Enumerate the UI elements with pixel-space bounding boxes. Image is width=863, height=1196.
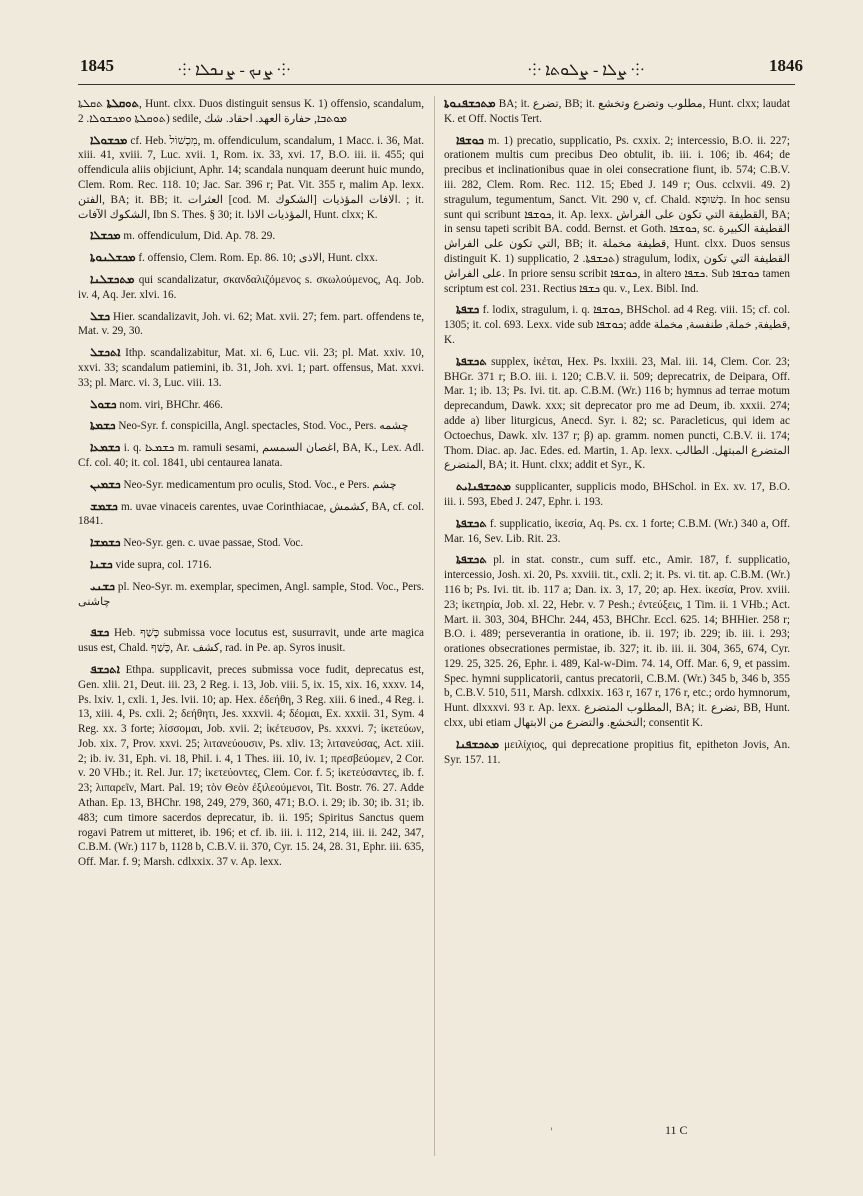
dictionary-entry	[78, 625, 424, 656]
header-rule	[78, 84, 795, 85]
entry-text: vide supra, col. 1716.	[115, 558, 212, 571]
dictionary-entry	[78, 662, 424, 870]
entry-headword: ܡܬܟܫܠܢܐ	[90, 271, 135, 286]
left-column	[78, 96, 424, 1166]
dictionary-entry	[78, 309, 424, 340]
entry-text: pl. in stat. constr., cum suff. etc., Amir. 187, f. supplicatio, intercessio, Josh. xi. 20, Ps. xxviii. tit., cxli. 2; it. Ps. vi. tit. ap. C.B.M. (Wr.) 116 b; Ps. Ivi. tit. ib. 117 a; Dan. ix. 3, 17, 20; ap. Hex. ἱκεσία, Prov. xviii. 23; ἱκετηρία, Job. xl. 22, Hebr. v. 7 Pesh.; ἐντεύξεις, 1 Tim. ii. 1 VHb.; Act. Mart. ii. 303, 304, BHChr. 244, 453, BHChr. Eccl. 625. 14; BHHier. 258 r; B.O. i. 489; perseverantia in oratione, ib. ii. 197; ib. 229; ib. iii. i. 293; orationes obsecrationes permistae, ib. 327; it. ib. iii. ii. 304, 365, 674, Cyr. 129. 25, 325. 26, Ephr. i. 489, Kal-w-Dim. 74. 14, Off. Mar. 6, 9, et passim. Spec. hymni supplicatorii, cantus precatorii, C.B.M. (Wr.) 345 b, 346 b, 355 b, C.B.V. 510, 511, Marsh. cdlxxix. 163 r, 167 r, 176 r, etc.; ordo hymnorum, Hunt. dlxxxvi. 93 r. Ap. lexx. المطلوب المتضرع, BA; it. تضرع, BB, Hunt. clxx, ubi etiam التخشع. والتضرع من الابتهال; consentit K.	[444, 554, 790, 730]
dictionary-entry	[78, 557, 424, 573]
dictionary-entry	[78, 579, 424, 610]
dictionary-entry	[444, 516, 790, 547]
entry-headword: ܟܫܘܠ	[90, 396, 117, 411]
entry-headword: ܬܟܫܦܬܐ	[456, 353, 487, 368]
entry-text: i. q. ܟܫܡܥܐ m. ramuli sesami, اغصان السمسم, BA, K., Lex. Adl. Cf. col. 40; it. col. 1841, ubi centaurea lanata.	[78, 442, 424, 469]
column-divider	[434, 96, 435, 1156]
entry-headword: ܟܫܠ	[90, 308, 110, 323]
entry-text: pl. Neo-Syr. m. exemplar, specimen, Angl. sample, Stod. Voc., Pers. چاشنی	[78, 580, 424, 608]
entry-headword: ܟܘܫܦܐ	[456, 132, 484, 147]
entry-headword: ܐܬܟܫܦ	[90, 661, 120, 676]
dictionary-entry	[444, 133, 790, 297]
dictionary-entry	[444, 96, 790, 127]
dictionary-entry	[78, 228, 424, 244]
signature-mark: 11 C	[665, 1123, 688, 1137]
running-head-left: ⸭ ܨܢܟ - ܨܢܟܠܐ ⸭	[178, 62, 291, 79]
entry-text: m. uvae vinaceis carentes, uvae Corinthiacae, كشمش, BA, cf. col. 1841.	[78, 500, 424, 528]
dictionary-entry	[444, 354, 790, 473]
entry-text: supplicanter, supplicis modo, BHSchol. in Ex. xv. 17, B.O. iii. i. 593, Ebed J. 247, Ephr. i. 193.	[444, 481, 790, 508]
dictionary-entry	[444, 552, 790, 731]
entry-headword: ܟܫܡܫܐ	[90, 535, 121, 550]
entry-headword: ܟܫܡܝܢ	[90, 476, 121, 491]
print-mark: '	[550, 1127, 553, 1138]
entry-headword: ܬܟܫܦܬܐ	[456, 552, 487, 567]
entry-headword: ܬܟܫܦܬܐ	[456, 515, 487, 530]
entry-text: BA; it. تضرع, BB; it. مطلوب وتضرع وتخشع, Hunt. clxx; laudat K. et Off. Noctis Tert.	[444, 98, 790, 125]
dictionary-entry	[78, 499, 424, 530]
running-head-right: ⸭ ܨܠܐ - ܨܠܘܬܐ ⸭	[528, 62, 645, 79]
entry-text: m. 1) precatio, supplicatio, Ps. cxxix. 2; intercessio, B.O. ii. 227; orationem multis cum precibus Deo obtulit, ib. iii. i. 106; ib. 464; de precibus et inclinationibus quae in olei consecratione fiunt, ib. 574; C.B.V. iii. 282, Clem. Rom. Rec. 112. 15; Ebed J. 149 r; Ous. cclxvii. 49. 2) stragulum, tegumentum, Sanct. Vit. 290 v, cf. Chald. כְּשׁוּפָא. In hoc sensu sunt qui scribunt ܟܘܫܦܐ, it. Ap. lexx. القطيفة التي تكون على الفراش, BA; in sensu tapeti scribit BA. codd. Bernst. et Goth. ܟܘܫܦܐ, sc. القطيفة الكبيرة التي تكون على الفراش, BB; it. قطيفة مخملة, Hunt. clxx. Duos sensus distinguit K. 1) supplicatio, ܬܟܫܦܬܐ. 2) stragulum, lodix, القطيفة التي تكون على الفراش. In priore sensu scribit ܟܘܫܦܐ, in altero ܟܫܦܐ. Sub ܟܘܫܦܐ tamen scriptum est col. 231. Rectius ܟܫܦܐ qu. v., Lex. Bibl. Ind.	[444, 134, 790, 295]
entry-text: qui scandalizatur, σκανδαλιζόμενος s. σκωλούμενος, Aq. Job. iv. 4, Aq. Jer. xlvi. 16.	[78, 273, 424, 301]
entry-text: nom. viri, BHChr. 466.	[119, 398, 223, 411]
entry-headword: ܡܟܫܠܐ	[90, 228, 121, 243]
entry-headword: ܟܫܢܝ	[90, 578, 115, 593]
entry-text: f. offensio, Clem. Rom. Ep. 86. 10; الاذى, Hunt. clxx.	[138, 252, 378, 265]
page-number-left: 1845	[80, 56, 114, 75]
page-header	[0, 0, 863, 80]
dictionary-entry	[78, 440, 424, 471]
entry-text: Neo-Syr. medicamentum pro oculis, Stod. Voc., e Pers. چشم	[123, 478, 397, 491]
dictionary-entry	[444, 479, 790, 510]
dictionary-entry	[78, 397, 424, 413]
dictionary-entry	[444, 737, 790, 768]
dictionary-entry	[78, 272, 424, 303]
entry-text: Neo-Syr. gen. c. uvae passae, Stod. Voc.	[123, 537, 304, 550]
dictionary-entry	[78, 345, 424, 390]
entry-text: Ethpa. supplicavit, preces submissa voce fudit, deprecatus est, Gen. xlii. 21, Deut. iii. 23, 2 Reg. i. 13, Job. viii. 5, ix. 15, xix. 16, xxxv. 14, Ps. lxiv. 1, cxli. 1, Jes. lvii. 10; ap. Hex. ἐδεήθη, 3 Reg. xiii. 6 ined., 4 Reg. i. 13, xiii. 4, Ps. cxli. 2; δεήθητι, Jes. xxxvii. 4; δέομαι, Ex. xxxii. 31, Sym. 4 Reg. xx. 3 forte; λίσσομαι, Job. xvii. 2; ἱκέτευσον, Ps. xxxvi. 7; ἱκετεύων, Job. xix. 7, Prov. xxvi. 25; λιτανεύουσιν, Ps. xliv. 13; λιτανεύσας, Act. xiii. 2; ib. iv. 31, Eph. vi. 18, Phil. i. 4, 1 Thes. iii. 10, iv. 1; πρεσβεύομεν, 2 Cor. v. 20 VHb.; it. Rel. Jur. 17; ἱκετεύοντες, Clem. Cor. f. 5; ἱκετεύσαντες, ib. f. 23; λιπαρεῖν, Mart. Pal. 19; τὸν Θεὸν ἐξιλεούμενοι, Tit. Bostr. 76. 27. Adde Athan. Ep. 13, BHChr. 198, 249, 279, 360, 471; B.O. i. 29; ib. 30; ib. 31; ib. 483; cum timore sacerdos deprecatur, ib. ii. 195; Spiritus Sanctus quem rogavi Patrem ut mitteret, ib. 196; et cf. ib. iii. i. 112, 214, iii. ii. 242, 347, C.B.M. (Wr.) 117 b, 1128 b, C.B.V. ii. 370, Cyr. 15. 24, 28. 31, Ephr. iii. 635, Off. Mar. f. 9; Marsh. cdlxxix. 37 v. Ap. lexx.	[78, 663, 424, 869]
entry-headword: ܟܫܡܫ	[90, 498, 118, 513]
dictionary-entry	[444, 302, 790, 347]
entry-headword: ܟܫܡܬܐ	[90, 418, 116, 433]
entry-text: Ithp. scandalizabitur, Mat. xi. 6, Luc. vii. 23; pl. Mat. xxiv. 10, xxvi. 33; scandalum patiemini, ib. 31, Joh. xvi. 1; part. offensus, Mat. xxvi. 33; pl. Marc. vi. 3, Luc. viii. 13.	[78, 347, 424, 389]
entry-headword: ܐܬܟܫܠ	[90, 345, 121, 360]
dictionary-entry	[78, 133, 424, 223]
section-gap	[78, 615, 424, 625]
entry-text: Neo-Syr. f. conspicilla, Angl. spectacles, Stod. Voc., Pers. چشمه	[118, 420, 409, 433]
entry-text: f. lodix, stragulum, i. q. ܟܘܫܦܐ, BHSchol. ad 4 Reg. viii. 15; cf. col. 1305; it. col. 693. Lexx. vide sub ܟܘܫܦܐ; adde قطيفة, خملة, طنفسة, مخملة, K.	[444, 304, 790, 346]
dictionary-entry	[78, 250, 424, 266]
entry-text: ܬܩܠܬܐ, Hunt. clxx. Duos distinguit sensus K. 1) offensio, scandalum, ܬܘܩܠܬܐ ܘܡܟܫܘܠܐ. 2) sedile, ܡܘܬܒܐ, حفارة العهد. احقاد. شك	[78, 98, 424, 125]
entry-headword: ܟܫܦܬܐ	[456, 302, 480, 317]
entry-text: supplex, ἱκέται, Hex. Ps. lxxiii. 23, Mal. iii. 14, Clem. Cor. 23; BHGr. 371 r; B.O. iii. i. 120; C.B.V. ii. 509; deprecatrix, de Deipara, Off. Mar. 1; ib. 13; Ps. Ivi. tit. ap. C.B.M. (Wr.) 116 b; hymnus ad terrae motum deprecandum, Dawk. xxx; sit deprecator pro me ad Deum, ib. xxxii. 274; adde a) liber liturgicus, Anecd. Syr. i. 82; sc. Paracleticus, qui idem ac Octoechus, Dawk. xlv. 137 r; β) ap. gramm. nomen puncti, C.B.V. ii. 174; Thom. Diac. ap. Jac. Edes. ed. Martin, 1. Ap. lexx. المتضرع المبتهل. الطالب المتضرع, BA; it. Hunt. clxx; addit et Syr., K.	[444, 355, 790, 472]
entry-headword: ܡܬܟܫܦܢܐܝܬ	[456, 479, 511, 494]
entry-headword: ܟܫܢܐ	[90, 556, 113, 571]
entry-text: Heb. כָּשַׁף submissa voce locutus est, susurravit, unde arte magica usus est, Chald. כְּשַׁף, Ar. كشف, rad. in Pe. ap. Syros inusit.	[78, 627, 424, 655]
entry-text: m. offendiculum, Did. Ap. 78. 29.	[123, 230, 276, 243]
right-column	[444, 96, 790, 1166]
entry-text: cf. Heb. מִכְשׁוֹל, m. offendiculum, scandalum, 1 Macc. i. 36, Mat. xiii. 41, xviii. 7, Luc. xvii. 1, Rom. ix. 33, xvi. 17, B.O. iii. ii. 455; qui offendicula aliis objiciunt, Aphr. 14; scandala nunquam deerunt huic mundo, Clem. Rom. Rec. 118. 10; Jac. Sar. 396 r; Pat. Vit. 355 r, malim Ap. lexx. الفتن, BA; it. BB; it. العثرات [cod. M. الشكوك] الافات المؤذيات. ; it. الشكوك الآفات, Ibn S. Thes. § 30; it. المؤذيات الاذا, Hunt. clxx; K.	[78, 134, 424, 221]
dictionary-entry	[78, 477, 424, 493]
page-number-right: 1846	[769, 56, 803, 75]
entry-headword: ܟܫܦ	[90, 625, 110, 640]
dictionary-entry	[78, 96, 424, 127]
dictionary-entry	[78, 418, 424, 434]
entry-text: f. supplicatio, ἱκεσία, Aq. Ps. cx. 1 forte; C.B.M. (Wr.) 340 a, Off. Mar. 16, Sev. Lib. Rit. 23.	[444, 517, 790, 545]
entry-headword: ܡܬܟܫܦܢܘܬܐ	[444, 96, 496, 110]
entry-headword: ܡܟܫܠܢܘܬܐ	[90, 250, 136, 265]
entry-headword: ܟܫܡܥܐ	[90, 440, 121, 455]
entry-headword: ܡܬܟܫܦܢܐ	[456, 736, 500, 751]
entry-headword: ܡܟܫܘܠܐ	[90, 132, 128, 147]
entry-headword: ܬܘܩܠܬܐ	[106, 96, 139, 110]
dictionary-entry	[78, 535, 424, 551]
entry-text: μειλίχιος, qui deprecatione propitius fit, epitheton Jovis, An. Syr. 157. 11.	[444, 738, 790, 766]
entry-text: Hier. scandalizavit, Joh. vi. 62; Mat. xvii. 27; fem. part. offendens te, Mat. v. 29, 30.	[78, 310, 424, 338]
